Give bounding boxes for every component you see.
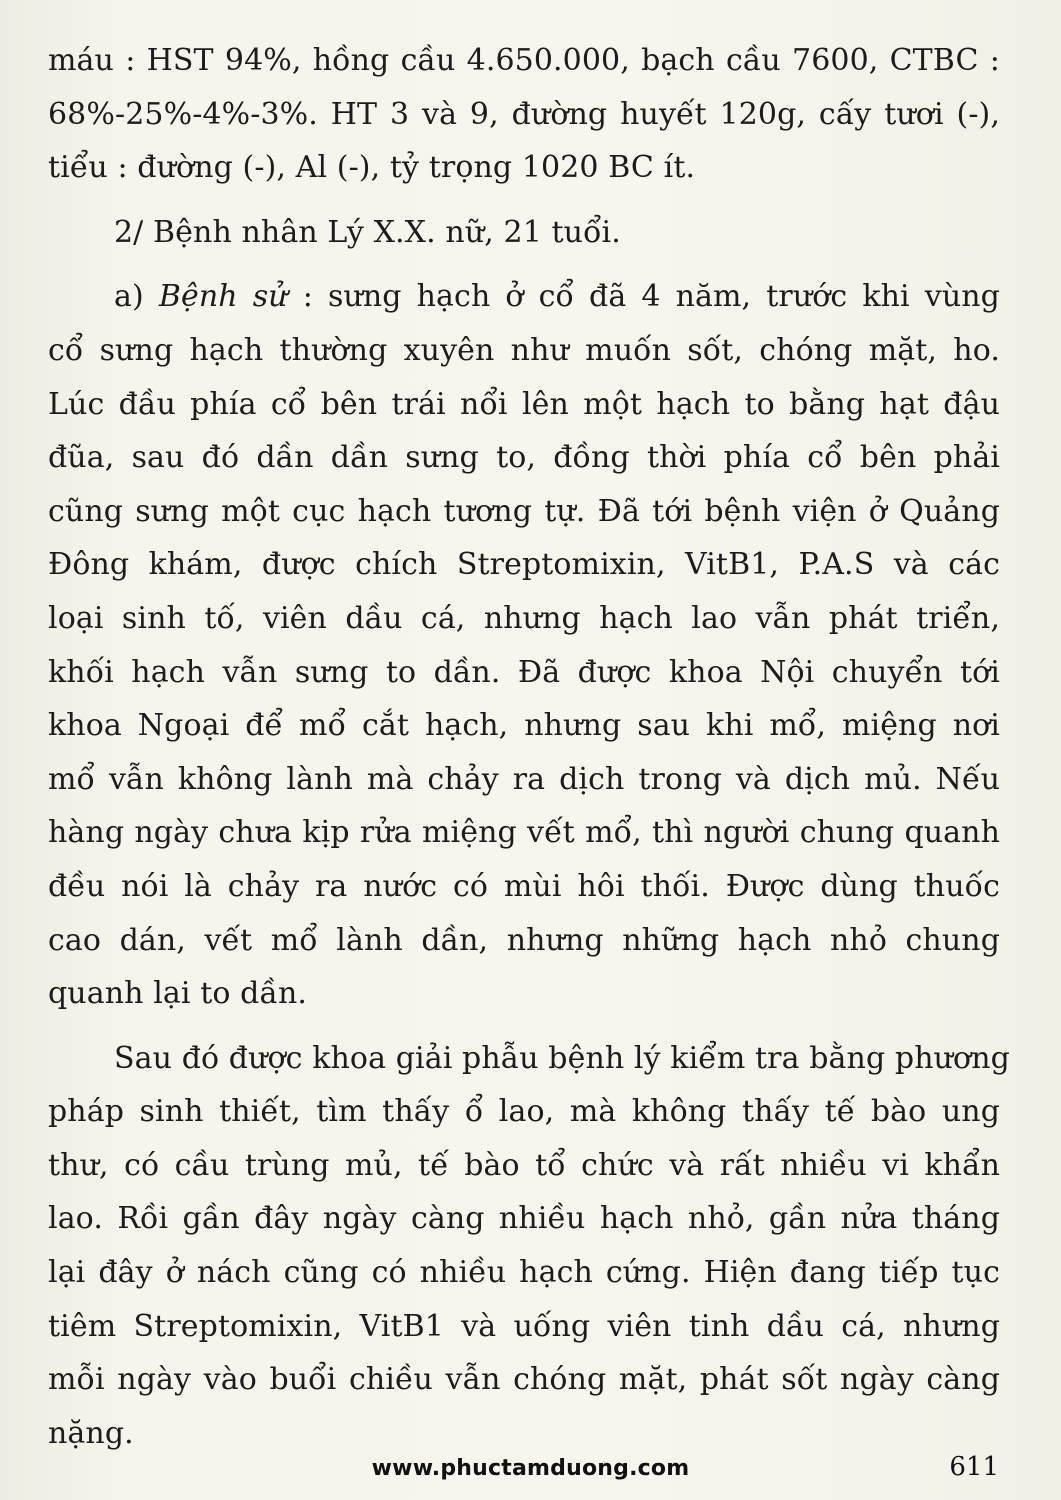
- text-line: cũng sưng một cục hạch tương tự. Đã tới bệnh viện ở Quảng: [48, 493, 1000, 529]
- text-line: cao dán, vết mổ lành dần, nhưng những hạch nhỏ chung: [48, 922, 1000, 958]
- text-line: mỗi ngày vào buổi chiều vẫn chóng mặt, phát sốt ngày càng: [48, 1362, 1000, 1398]
- paragraph-patient-header: [48, 206, 1000, 260]
- text-line: máu : HST 94%, hồng cầu 4.650.000, bạch cầu 7600, CTBC :: [48, 43, 1000, 78]
- text-line: lại đây ở nách cũng có nhiều hạch cứng. Hiện đang tiếp tục: [48, 1255, 1000, 1291]
- history-first-line-rest: : sưng hạch ở cổ đã 4 năm, trước khi vùng: [287, 279, 1000, 315]
- paragraph-medical-history: [48, 270, 1000, 1020]
- text-line: hàng ngày chưa kịp rửa miệng vết mổ, thì người chung quanh: [48, 815, 1000, 851]
- paragraph-gap: [48, 1021, 1000, 1032]
- text-line: pháp sinh thiết, tìm thấy ổ lao, mà không thấy tế bào ung: [48, 1094, 1000, 1130]
- text-line: 68%-25%-4%-3%. HT 3 và 9, đường huyết 120g, cấy tươi (-),: [48, 96, 1000, 132]
- text-line: khoa Ngoại để mổ cắt hạch, nhưng sau khi mổ, miệng nơi: [48, 708, 1000, 744]
- text-line: tiêm Streptomixin, VitB1 và uống viên tinh dầu cá, nhưng: [48, 1308, 1000, 1344]
- text-line: Lúc đầu phía cổ bên trái nổi lên một hạch to bằng hạt đậu: [48, 386, 1000, 422]
- footer-website-url: www.phuctamduong.com: [371, 1456, 690, 1481]
- text-line: cổ sưng hạch thường xuyên như muốn sốt, chóng mặt, ho.: [48, 332, 1000, 368]
- text-line: Đông khám, được chích Streptomixin, VitB1, P.A.S và các: [48, 547, 1000, 583]
- patient-heading: 2/ Bệnh nhân Lý X.X. nữ, 21 tuổi.: [114, 214, 621, 250]
- text-line: quanh lại to dần.: [48, 976, 307, 1012]
- text-line: loại sinh tố, viên dầu cá, nhưng hạch lao vẫn phát triển,: [48, 600, 1000, 636]
- paragraph-gap: [48, 195, 1000, 206]
- text-line: [48, 270, 1000, 324]
- page-body-text: [48, 34, 1010, 1460]
- text-line: lao. Rồi gần đây ngày càng nhiều hạch nhỏ, gần nửa tháng: [48, 1201, 1000, 1237]
- text-line: Sau đó được khoa giải phẫu bệnh lý kiểm tra bằng phương: [114, 1040, 1010, 1076]
- text-line: nặng.: [48, 1415, 134, 1451]
- page-number: 611: [949, 1452, 999, 1482]
- history-italic-term: Bệnh sử: [158, 279, 288, 315]
- paragraph-gap: [48, 259, 1000, 270]
- history-label: a): [114, 279, 159, 315]
- text-line: đều nói là chảy ra nước có mùi hôi thối. Được dùng thuốc: [48, 868, 1000, 904]
- text-line: mổ vẫn không lành mà chảy ra dịch trong và dịch mủ. Nếu: [48, 761, 1000, 797]
- text-line: thư, có cầu trùng mủ, tế bào tổ chức và rất nhiều vi khẩn: [48, 1147, 1000, 1183]
- paragraph-biopsy: [48, 1032, 1010, 1461]
- text-line: tiểu : đường (-), Al (-), tỷ trọng 1020 BC ít.: [48, 150, 696, 186]
- text-line: đũa, sau đó dần dần sưng to, đồng thời phía cổ bên phải: [48, 440, 1000, 476]
- paragraph-lab-results: [48, 34, 1000, 195]
- text-line: khối hạch vẫn sưng to dần. Đã được khoa Nội chuyển tới: [48, 654, 1000, 690]
